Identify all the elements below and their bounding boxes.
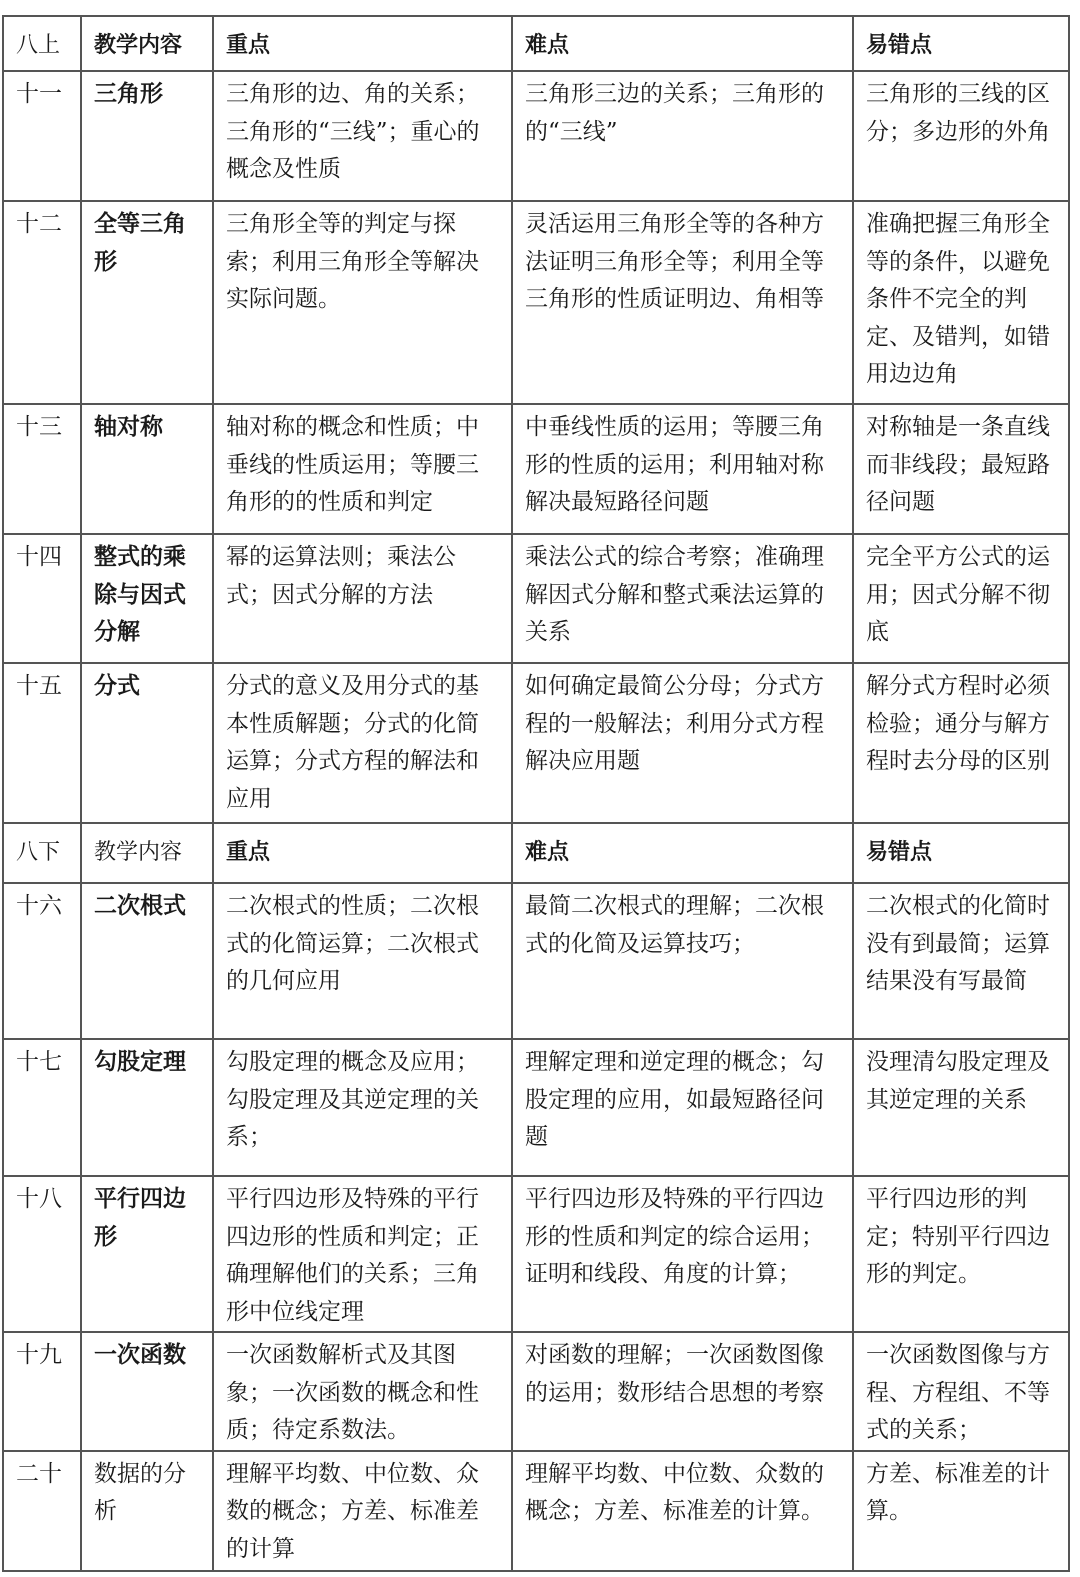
chapter-number: 十一 [3,71,81,201]
chapter-title: 勾股定理 [81,1039,213,1176]
chapter-number: 十五 [3,663,81,823]
chapter-number: 十三 [3,404,81,534]
table-row [3,1039,1069,1176]
table-row [3,663,1069,823]
header-row-semester1 [3,16,1069,71]
chapter-number: 十四 [3,534,81,663]
difficulties-cell: 最简二次根式的理解；二次根式的化简及运算技巧； [512,883,853,1039]
chapter-title: 数据的分析 [81,1451,213,1571]
table-row [3,201,1069,404]
chapter-title: 整式的乘除与因式分解 [81,534,213,663]
chapter-title: 平行四边形 [81,1176,213,1332]
key-points-cell: 理解平均数、中位数、众数的概念；方差、标准差的计算 [213,1451,512,1571]
header-content: 教学内容 [81,823,213,883]
header-difficulties: 难点 [512,823,853,883]
chapter-title: 全等三角形 [81,201,213,404]
header-key-points: 重点 [213,823,512,883]
difficulties-cell: 如何确定最简公分母；分式方程的一般解法；利用分式方程解决应用题 [512,663,853,823]
header-row-semester2 [3,823,1069,883]
common-mistakes-cell: 对称轴是一条直线而非线段；最短路径问题 [853,404,1069,534]
difficulties-cell: 三角形三边的关系；三角形的的“三线” [512,71,853,201]
common-mistakes-cell: 一次函数图像与方程、方程组、不等式的关系； [853,1332,1069,1451]
chapter-number: 十七 [3,1039,81,1176]
common-mistakes-cell: 解分式方程时必须检验；通分与解方程时去分母的区别 [853,663,1069,823]
key-points-cell: 二次根式的性质；二次根式的化简运算；二次根式的几何应用 [213,883,512,1039]
chapter-number: 二十 [3,1451,81,1571]
chapter-title: 轴对称 [81,404,213,534]
common-mistakes-cell: 平行四边形的判定；特别平行四边形的判定。 [853,1176,1069,1332]
table-row [3,534,1069,663]
key-points-cell: 平行四边形及特殊的平行四边形的性质和判定；正确理解他们的关系；三角形中位线定理 [213,1176,512,1332]
common-mistakes-cell: 准确把握三角形全等的条件，以避免条件不完全的判定、及错判，如错用边边角 [853,201,1069,404]
key-points-cell: 一次函数解析式及其图象；一次函数的概念和性质；待定系数法。 [213,1332,512,1451]
chapter-title: 一次函数 [81,1332,213,1451]
difficulties-cell: 对函数的理解；一次函数图像的运用；数形结合思想的考察 [512,1332,853,1451]
header-common-mistakes: 易错点 [853,823,1069,883]
chapter-number: 十二 [3,201,81,404]
key-points-cell: 分式的意义及用分式的基本性质解题；分式的化简运算；分式方程的解法和应用 [213,663,512,823]
header-semester: 八上 [3,16,81,71]
table-row [3,883,1069,1039]
table-row [3,1332,1069,1451]
table-row [3,1176,1069,1332]
chapter-number: 十九 [3,1332,81,1451]
common-mistakes-cell: 二次根式的化简时没有到最简；运算结果没有写最简 [853,883,1069,1039]
header-content: 教学内容 [81,16,213,71]
table-row [3,71,1069,201]
common-mistakes-cell: 没理清勾股定理及其逆定理的关系 [853,1039,1069,1176]
header-semester: 八下 [3,823,81,883]
chapter-title: 三角形 [81,71,213,201]
key-points-cell: 三角形的边、角的关系；三角形的“三线”；重心的概念及性质 [213,71,512,201]
header-difficulties: 难点 [512,16,853,71]
key-points-cell: 轴对称的概念和性质；中垂线的性质运用；等腰三角形的的性质和判定 [213,404,512,534]
table-row [3,1451,1069,1571]
chapter-title: 分式 [81,663,213,823]
common-mistakes-cell: 方差、标准差的计算。 [853,1451,1069,1571]
difficulties-cell: 中垂线性质的运用；等腰三角形的性质的运用；利用轴对称解决最短路径问题 [512,404,853,534]
difficulties-cell: 灵活运用三角形全等的各种方法证明三角形全等；利用全等三角形的性质证明边、角相等 [512,201,853,404]
table-row [3,404,1069,534]
difficulties-cell: 平行四边形及特殊的平行四边形的性质和判定的综合运用；证明和线段、角度的计算； [512,1176,853,1332]
common-mistakes-cell: 三角形的三线的区分；多边形的外角 [853,71,1069,201]
chapter-number: 十八 [3,1176,81,1332]
key-points-cell: 幂的运算法则；乘法公式；因式分解的方法 [213,534,512,663]
difficulties-cell: 乘法公式的综合考察；准确理解因式分解和整式乘法运算的关系 [512,534,853,663]
curriculum-table [2,15,1070,1572]
difficulties-cell: 理解平均数、中位数、众数的概念；方差、标准差的计算。 [512,1451,853,1571]
common-mistakes-cell: 完全平方公式的运用；因式分解不彻底 [853,534,1069,663]
chapter-title: 二次根式 [81,883,213,1039]
difficulties-cell: 理解定理和逆定理的概念；勾股定理的应用，如最短路径问题 [512,1039,853,1176]
key-points-cell: 勾股定理的概念及应用；勾股定理及其逆定理的关系； [213,1039,512,1176]
chapter-number: 十六 [3,883,81,1039]
header-key-points: 重点 [213,16,512,71]
key-points-cell: 三角形全等的判定与探索；利用三角形全等解决实际问题。 [213,201,512,404]
header-common-mistakes: 易错点 [853,16,1069,71]
